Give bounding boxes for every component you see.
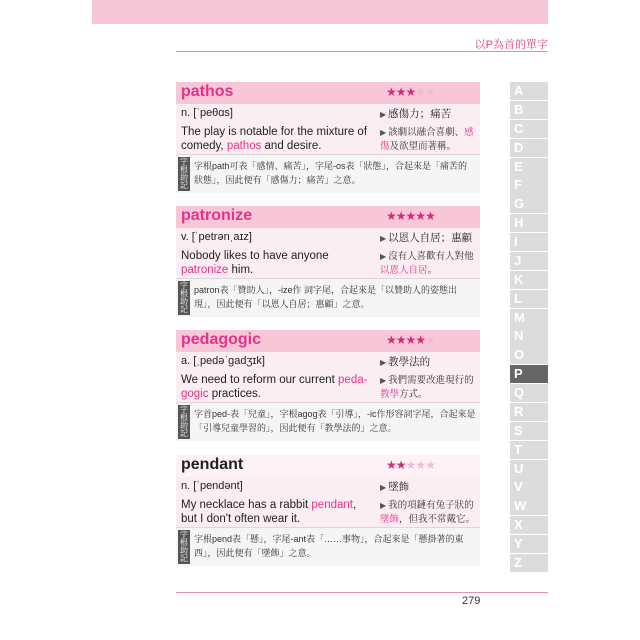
index-tab-i[interactable]: I	[510, 233, 548, 251]
headword: patronize	[181, 207, 253, 224]
star-rating	[386, 85, 435, 99]
translation: ▶ 該劇以融合喜劇、感傷及欲望而著稱。	[380, 127, 474, 152]
star-filled-icon: ★	[395, 85, 406, 99]
star-empty-icon: ★	[425, 458, 435, 472]
index-tab-z[interactable]: Z	[510, 554, 548, 572]
star-filled-icon: ★	[395, 458, 406, 472]
page-number: 279	[462, 595, 481, 607]
index-tab-t[interactable]: T	[510, 441, 548, 459]
pronunciation: v. [ˈpetrənˌaɪz]	[181, 231, 252, 243]
entry-header	[176, 82, 480, 104]
title-divider	[176, 51, 548, 52]
pointer-icon: ▶	[380, 358, 387, 367]
pointer-icon: ▶	[380, 110, 387, 119]
pronunciation: a. [ˌpedəˈgadʒɪk]	[181, 355, 265, 367]
headword: pendant	[181, 456, 244, 473]
entry-header	[176, 330, 480, 352]
example-sentence: My necklace has a rabbit pendant, but I don't often wear it.	[181, 499, 357, 525]
hint-text: 字根pend表「懸」，字尾-ant表「……事物」，合起來是「懸掛著的東西」，因此便有「墜飾」之意。	[194, 534, 464, 558]
entry-pathos	[176, 82, 480, 193]
footer-divider	[176, 592, 548, 593]
index-tab-g[interactable]: G	[510, 195, 548, 213]
pointer-icon: ▶	[380, 252, 387, 261]
star-rating	[386, 333, 435, 347]
star-empty-icon: ★	[415, 85, 426, 99]
index-tab-m[interactable]: M	[510, 309, 548, 327]
hint-text: 字根path可表「感情、痛苦」，字尾-os表「狀態」，合起來是「痛苦的狀態」，因此便有「感傷力；痛苦」之意。	[194, 161, 468, 185]
index-tab-s[interactable]: S	[510, 422, 548, 440]
top-band	[92, 0, 548, 24]
star-filled-icon: ★	[386, 85, 396, 99]
entry-patronize	[176, 206, 480, 317]
pointer-icon: ▶	[380, 501, 387, 510]
index-tab-d[interactable]: D	[510, 139, 548, 157]
example-sentence: Nobody likes to have anyone patronize him.	[181, 250, 329, 276]
pointer-icon: ▶	[380, 483, 387, 492]
index-tab-e[interactable]: E	[510, 158, 548, 176]
translation: ▶ 沒有人喜歡有人對他以恩人自居。	[380, 251, 474, 276]
star-empty-icon: ★	[425, 333, 435, 347]
etymology-hint	[176, 402, 480, 441]
entry-header	[176, 206, 480, 228]
star-filled-icon: ★	[395, 209, 406, 223]
star-rating	[386, 209, 435, 223]
star-filled-icon: ★	[405, 333, 416, 347]
index-tab-w[interactable]: W	[510, 497, 548, 515]
definition: ▶ 教學法的	[380, 356, 431, 368]
translation: ▶ 我的項鏈有兔子狀的墜飾，但我不常戴它。	[380, 500, 476, 525]
star-filled-icon: ★	[395, 333, 406, 347]
index-tab-a[interactable]: A	[510, 82, 548, 100]
index-tab-j[interactable]: J	[510, 252, 548, 270]
hint-label: 字根助記	[180, 281, 188, 314]
hint-text: 字首ped-表「兒童」，字根agog表「引導」，-ic作形容詞字尾，合起來是「引導兒童學習的」，因此便有「教學法的」之意。	[194, 409, 476, 433]
pointer-icon: ▶	[380, 234, 387, 243]
pointer-icon: ▶	[380, 376, 387, 385]
star-filled-icon: ★	[386, 333, 396, 347]
index-tab-p[interactable]: P	[510, 365, 548, 383]
definition: ▶ 感傷力；痛苦	[380, 108, 452, 120]
entry-pendant	[176, 455, 480, 566]
star-empty-icon: ★	[405, 458, 416, 472]
index-tab-v[interactable]: V	[510, 478, 548, 496]
index-tab-q[interactable]: Q	[510, 384, 548, 402]
index-tab-y[interactable]: Y	[510, 535, 548, 553]
etymology-hint	[176, 154, 480, 193]
star-rating	[386, 458, 435, 472]
section-title: 以P為首的單字	[474, 39, 548, 51]
index-tab-r[interactable]: R	[510, 403, 548, 421]
translation: ▶ 我們需要改進現行的教學方式。	[380, 375, 474, 400]
star-empty-icon: ★	[425, 85, 435, 99]
example-sentence: The play is notable for the mixture of comedy, pathos and desire.	[181, 126, 368, 152]
star-filled-icon: ★	[415, 333, 426, 347]
entry-pedagogic	[176, 330, 480, 441]
star-filled-icon: ★	[425, 209, 435, 223]
hint-label: 字根助記	[180, 530, 188, 563]
star-filled-icon: ★	[386, 458, 396, 472]
alphabet-index	[510, 82, 548, 573]
etymology-hint	[176, 527, 480, 566]
index-tab-o[interactable]: O	[510, 346, 548, 364]
star-filled-icon: ★	[415, 209, 426, 223]
headword: pedagogic	[181, 331, 262, 348]
hint-text: patron表「贊助人」，-ize作 詞字尾，合起來是「以贊助人的姿態出現」，因此便有「以恩人自居；惠顧」之意。	[194, 285, 458, 309]
index-tab-c[interactable]: C	[510, 120, 548, 138]
hint-label: 字根助記	[180, 405, 188, 438]
etymology-hint	[176, 278, 480, 317]
index-tab-n[interactable]: N	[510, 327, 548, 345]
pointer-icon: ▶	[380, 128, 387, 137]
index-tab-k[interactable]: K	[510, 271, 548, 289]
star-filled-icon: ★	[405, 85, 416, 99]
index-tab-h[interactable]: H	[510, 214, 548, 232]
star-filled-icon: ★	[386, 209, 396, 223]
entry-header	[176, 455, 480, 477]
headword: pathos	[181, 83, 234, 100]
index-tab-x[interactable]: X	[510, 516, 548, 534]
pronunciation: n. [ˈpendənt]	[181, 480, 243, 492]
definition: ▶ 墜飾	[380, 481, 410, 493]
example-sentence: We need to reform our current peda-gogic practices.	[181, 374, 368, 400]
pronunciation: n. [ˈpeθɑs]	[181, 107, 233, 119]
hint-label: 字根助記	[180, 157, 188, 190]
star-empty-icon: ★	[415, 458, 426, 472]
definition: ▶ 以恩人自居；惠顧	[380, 232, 473, 244]
index-tab-u[interactable]: U	[510, 460, 548, 478]
index-tab-l[interactable]: L	[510, 290, 548, 308]
star-filled-icon: ★	[405, 209, 416, 223]
index-tab-f[interactable]: F	[510, 176, 548, 194]
index-tab-b[interactable]: B	[510, 101, 548, 119]
